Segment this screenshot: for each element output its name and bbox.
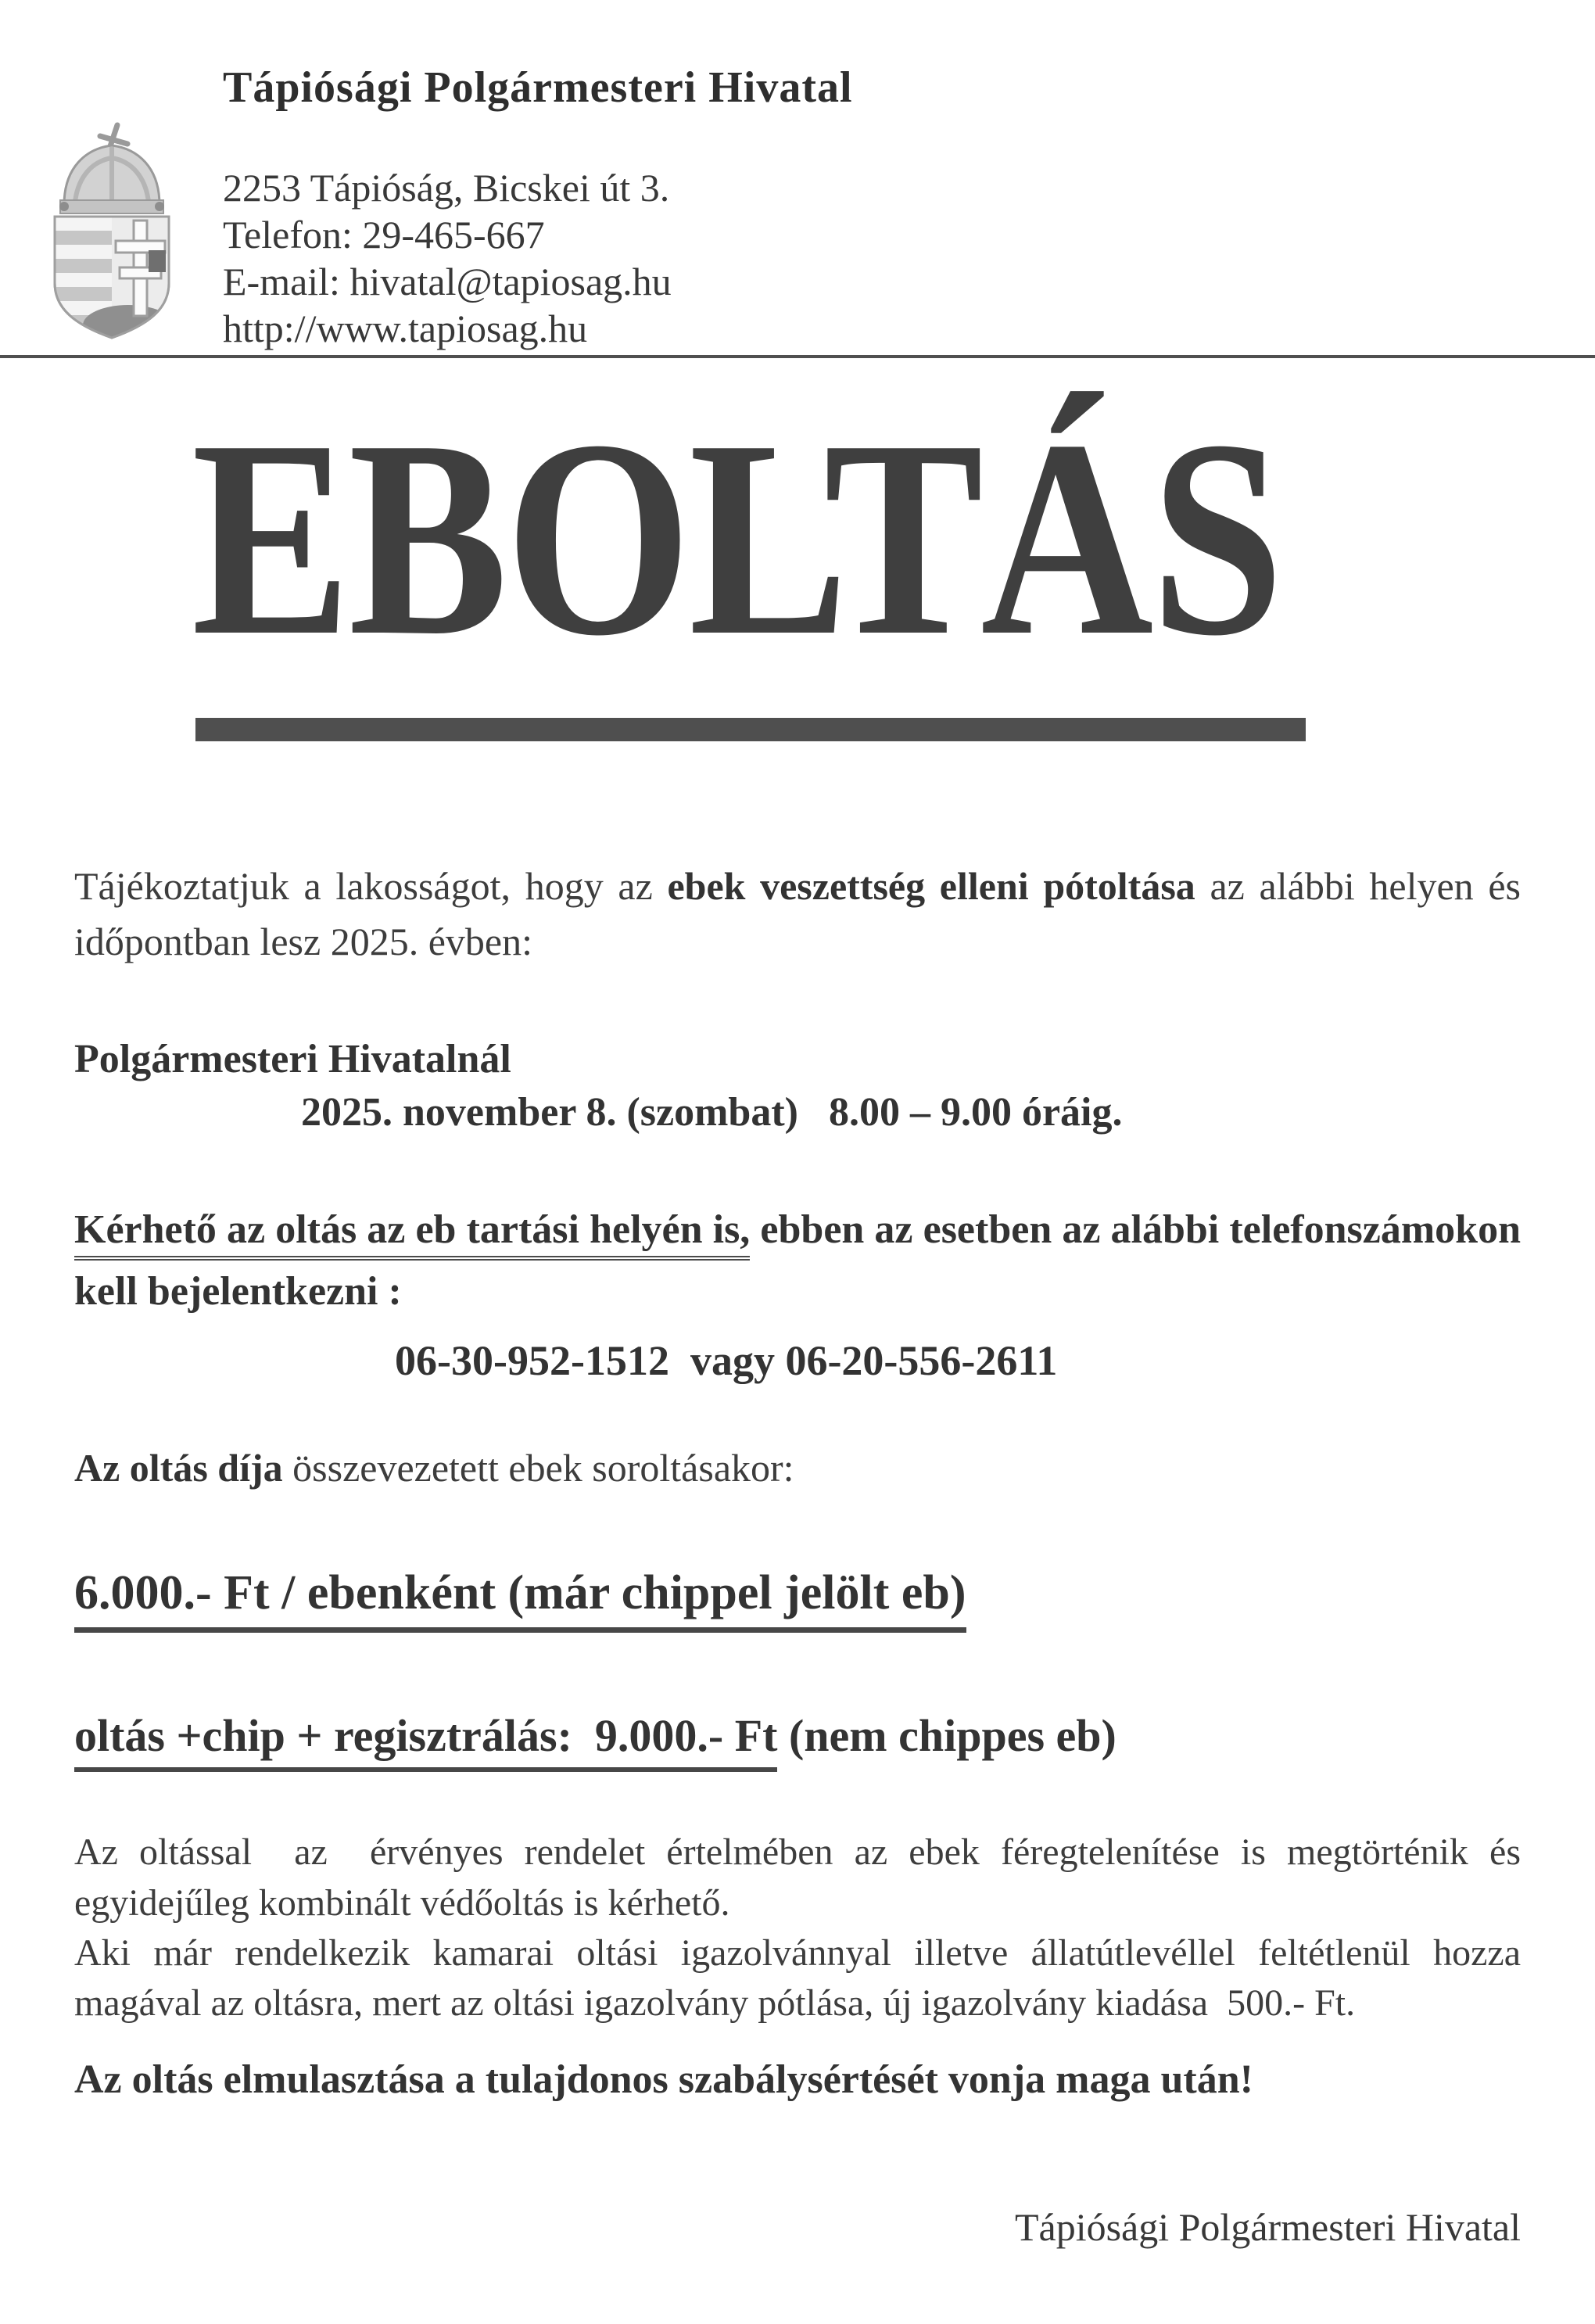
notes-paragraph-2: Aki már rendelkezik kamarai oltási igazolvánnyal illetve állatútlevéllel feltétlenül hozza magával az oltásra, mert az oltási igazolvány pótlása, új igazolvány kiadása 500.- Ft. xyxy=(74,1931,1530,2025)
address-line: 2253 Tápióság, Bicskei út 3. xyxy=(223,165,670,210)
location-name: Polgármesteri Hivatalnál xyxy=(74,1037,511,1081)
warning-line: Az oltás elmulasztása a tulajdonos szabálysértését vonja maga után! xyxy=(74,2057,1253,2102)
phone-numbers: 06-30-952-1512 vagy 06-20-556-2611 xyxy=(395,1336,1058,1384)
intro-bold-phrase: ebek veszettség elleni pótoltása xyxy=(667,864,1195,908)
price-chipped-line xyxy=(74,1565,1521,1621)
home-vaccination-rest: ebben az esetben az alábbi telefonszámokon kell bejelentkezni : xyxy=(74,1207,1521,1314)
price-unchipped-rest: (nem chippes eb) xyxy=(777,1709,1116,1761)
notes-paragraph-1: Az oltással az érvényes rendelet értelmében az ebek féregtelenítése is megtörténik és egyidejűleg kombinált védőoltás is kérhető. xyxy=(74,1831,1530,1924)
org-name: Tápiósági Polgármesteri Hivatal xyxy=(223,63,853,112)
org-contact-block xyxy=(223,164,853,352)
location-datetime: 2025. november 8. (szombat) 8.00 – 9.00 óráig. xyxy=(301,1089,1123,1135)
fee-intro-rest: összevezetett ebek soroltásakor: xyxy=(282,1445,794,1490)
home-vaccination-underlined: Kérhető az oltás az eb tartási helyén is, xyxy=(74,1207,750,1261)
price-chipped-underlined: 6.000.- Ft / ebenként (már chippel jelölt eb) xyxy=(74,1566,966,1633)
price-unchipped-line xyxy=(74,1710,1521,1763)
intro-paragraph xyxy=(74,859,1521,970)
website-line: http://www.tapiosag.hu xyxy=(223,306,588,350)
header-divider xyxy=(0,355,1595,358)
fee-intro-line xyxy=(74,1446,1521,1491)
intro-text-after: az alábbi helyen és időpontban lesz 2025. évben: xyxy=(74,864,1521,963)
price-unchipped-underlined: oltás +chip + regisztrálás: 9.000.- Ft xyxy=(74,1710,777,1772)
intro-text-before: Tájékoztatjuk a lakosságot, hogy az xyxy=(74,864,668,908)
headline-block xyxy=(192,382,1521,694)
phone-line: Telefon: 29-465-667 xyxy=(223,212,545,256)
notice-body xyxy=(0,382,1595,2250)
home-vaccination-paragraph xyxy=(74,1199,1521,1322)
email-line: E-mail: hivatal@tapiosag.hu xyxy=(223,259,672,303)
signature-line: Tápiósági Polgármesteri Hivatal xyxy=(1014,2205,1521,2250)
letterhead-text xyxy=(223,64,853,352)
hungary-coat-of-arms-logo xyxy=(23,117,180,346)
title-underline-bar xyxy=(195,718,1306,741)
letterhead xyxy=(0,0,1595,358)
fee-intro-bold: Az oltás díja xyxy=(74,1445,283,1490)
notice-title: EBOLTÁS xyxy=(192,382,1281,694)
